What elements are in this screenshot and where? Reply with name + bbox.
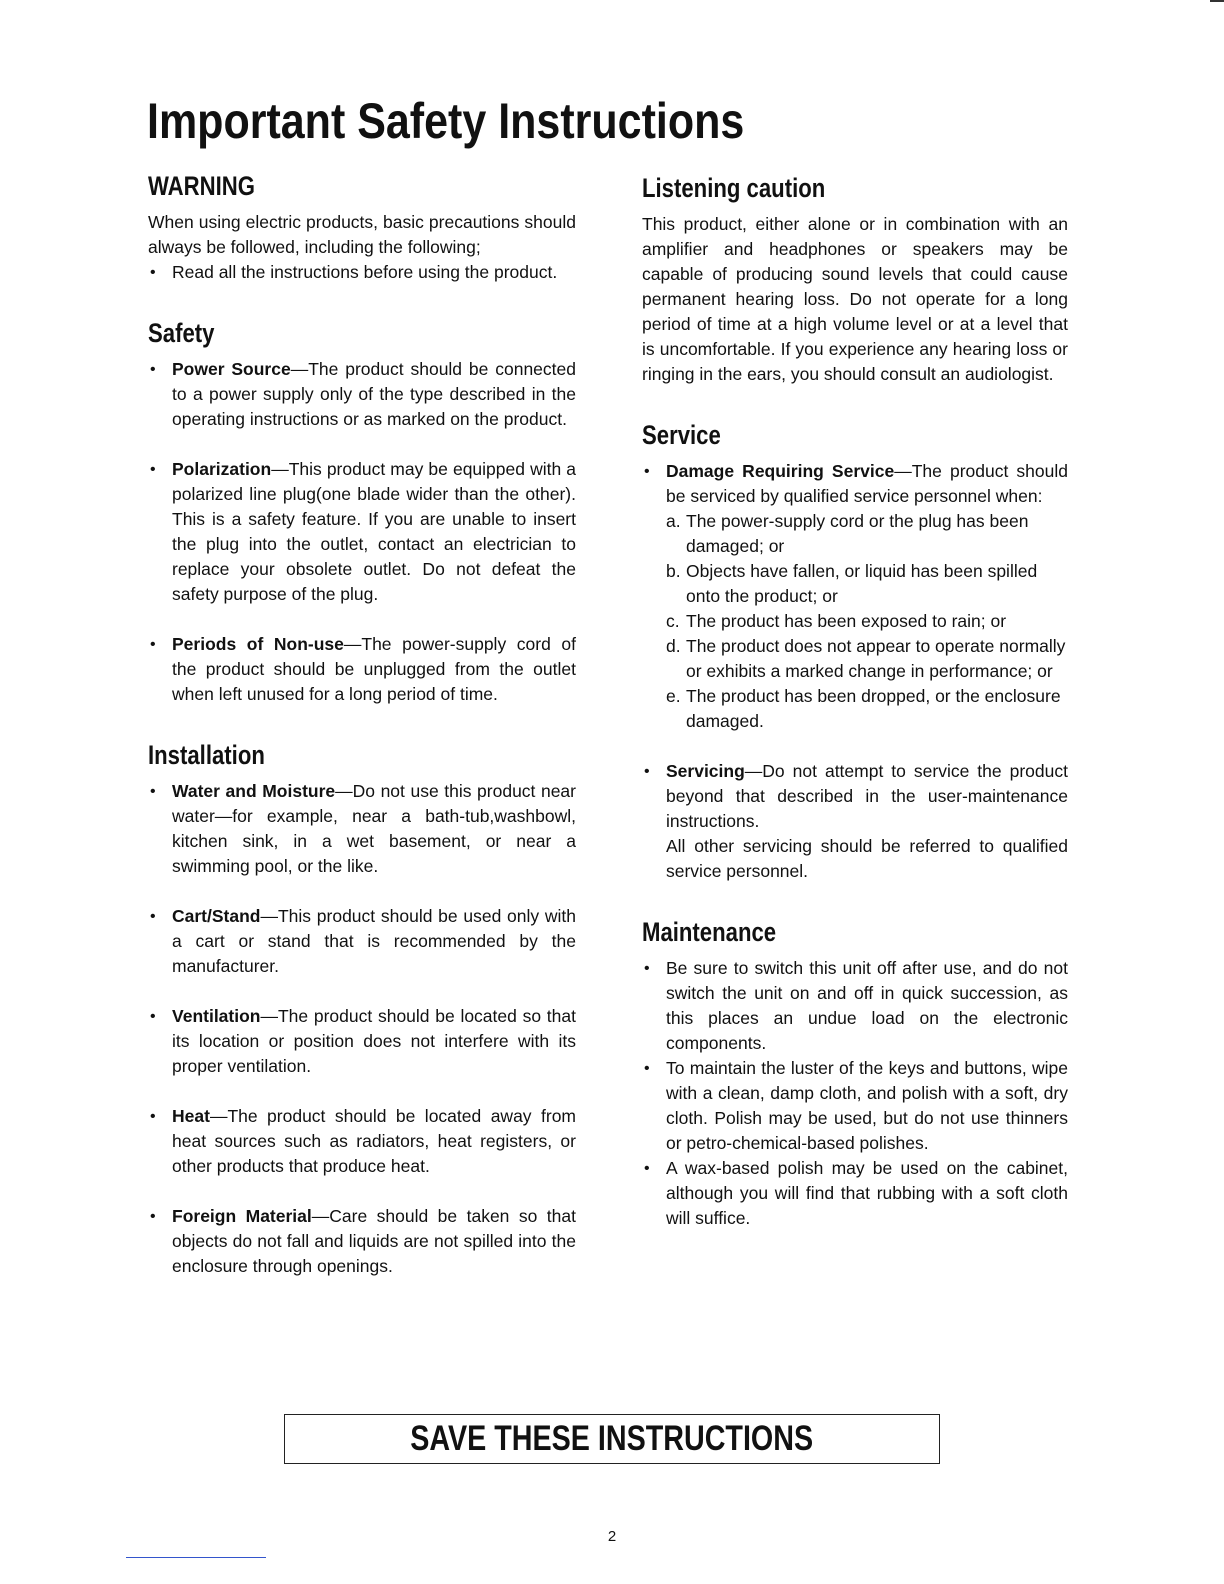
corner-mark bbox=[1210, 0, 1224, 2]
list-item: • A wax-based polish may be used on the cabinet, although you will find that rubbing with a soft cloth will suffice. bbox=[642, 1156, 1068, 1231]
warning-heading: WARNING bbox=[148, 171, 256, 201]
safety-list bbox=[148, 357, 576, 707]
maintenance-list bbox=[642, 956, 1068, 1231]
item-term: Servicing bbox=[666, 761, 745, 781]
list-item bbox=[148, 779, 576, 879]
list-item bbox=[148, 1104, 576, 1179]
item-term: Foreign Material bbox=[172, 1206, 312, 1226]
sub-text: The product has been dropped, or the enclosure damaged. bbox=[686, 686, 1061, 731]
item-text: —The power-supply cord of the product should be unplugged from the outlet when left unused for a long period of time. bbox=[172, 634, 576, 704]
list-item bbox=[642, 459, 1068, 734]
safety-heading: Safety bbox=[148, 318, 215, 348]
sub-text: The product does not appear to operate normally or exhibits a marked change in performance; or bbox=[686, 636, 1066, 681]
item-text: —Care should be taken so that objects do not fall and liquids are not spilled into the enclosure through openings. bbox=[172, 1206, 576, 1276]
maintenance-section bbox=[642, 916, 1068, 1231]
list-item bbox=[148, 1204, 576, 1279]
item-text: —This product should be used only with a cart or stand that is recommended by the manufacturer. bbox=[172, 906, 576, 976]
listening-section bbox=[642, 172, 1068, 387]
item-term: Water and Moisture bbox=[172, 781, 336, 801]
maintenance-heading: Maintenance bbox=[642, 917, 777, 947]
list-item bbox=[148, 904, 576, 979]
sub-mark: c. bbox=[666, 611, 680, 631]
page-number: 2 bbox=[607, 1528, 617, 1545]
item-text: —The product should be connected to a power supply only of the type described in the operating instructions or as marked on the product. bbox=[172, 359, 576, 429]
footer-rule bbox=[126, 1557, 266, 1558]
left-column bbox=[148, 170, 576, 1311]
item-text: —The product should be located away from heat sources such as radiators, heat registers, or other products that produce heat. bbox=[172, 1106, 576, 1176]
sub-text: The product has been exposed to rain; or bbox=[686, 611, 1007, 631]
item-text: —Do not attempt to service the product beyond that described in the user-maintenance instructions. bbox=[666, 761, 1068, 831]
item-term: Damage Requiring Service bbox=[666, 461, 895, 481]
item-term: Heat bbox=[172, 1106, 210, 1126]
list-item bbox=[148, 357, 576, 432]
sub-mark: d. bbox=[666, 636, 681, 656]
service-section bbox=[642, 419, 1068, 884]
service-list bbox=[642, 459, 1068, 884]
service-heading: Service bbox=[642, 420, 721, 450]
servicing-extra: All other servicing should be referred to qualified service personnel. bbox=[666, 836, 1068, 881]
right-column bbox=[642, 172, 1068, 1263]
warning-section bbox=[148, 170, 576, 285]
page-title: Important Safety Instructions bbox=[147, 93, 745, 149]
list-item: • Be sure to switch this unit off after use, and do not switch the unit on and off in quick succession, as this places an undue load on the electronic components. bbox=[642, 956, 1068, 1056]
sub-mark: e. bbox=[666, 686, 681, 706]
sub-item bbox=[666, 509, 1068, 559]
item-text: —This product may be equipped with a polarized line plug(one blade wider than the other). This is a safety feature. If you are unable to insert the plug into the outlet, contact an electrician to replace your obsolete outlet. Do not defeat the safety purpose of the plug. bbox=[172, 459, 576, 604]
save-instructions-text: SAVE THESE INSTRUCTIONS bbox=[410, 1419, 814, 1458]
sub-mark: a. bbox=[666, 511, 681, 531]
damage-sublist bbox=[666, 509, 1068, 734]
installation-list bbox=[148, 779, 576, 1279]
sub-item bbox=[666, 684, 1068, 734]
item-term: Cart/Stand bbox=[172, 906, 261, 926]
list-item bbox=[642, 759, 1068, 884]
item-term: Periods of Non-use bbox=[172, 634, 344, 654]
list-item: • To maintain the luster of the keys and buttons, wipe with a clean, damp cloth, and polish with a soft, dry cloth. Polish may be used, but do not use thinners or petro-chemical-based polishes. bbox=[642, 1056, 1068, 1156]
safety-section bbox=[148, 317, 576, 707]
listening-heading: Listening caution bbox=[642, 173, 826, 203]
installation-heading: Installation bbox=[148, 740, 265, 770]
sub-text: Objects have fallen, or liquid has been spilled onto the product; or bbox=[686, 561, 1038, 606]
installation-section bbox=[148, 739, 576, 1279]
sub-item bbox=[666, 559, 1068, 609]
sub-mark: b. bbox=[666, 561, 681, 581]
sub-text: The power-supply cord or the plug has been damaged; or bbox=[686, 511, 1029, 556]
list-item bbox=[148, 632, 576, 707]
list-item: • Read all the instructions before using the product. bbox=[148, 260, 576, 285]
warning-intro: When using electric products, basic precautions should always be followed, including the following; bbox=[148, 212, 576, 257]
sub-item bbox=[666, 609, 1068, 634]
sub-item bbox=[666, 634, 1068, 684]
item-term: Power Source bbox=[172, 359, 291, 379]
listening-text: This product, either alone or in combination with an amplifier and headphones or speakers may be capable of producing sound levels that could cause permanent hearing loss. Do not operate for a long period of time at a high volume level or at a level that is uncomfortable. If you experience any hearing loss or ringing in the ears, you should consult an audiologist. bbox=[642, 214, 1068, 384]
warning-list bbox=[148, 260, 576, 285]
item-text: —Do not use this product near water—for example, near a bath-tub,washbowl, kitchen sink, in a wet basement, or near a swimming pool, or the like. bbox=[172, 781, 576, 876]
item-text: —The product should be located so that its location or position does not interfere with its proper ventilation. bbox=[172, 1006, 576, 1076]
item-text: —The product should be serviced by qualified service personnel when: bbox=[666, 461, 1068, 506]
item-term: Ventilation bbox=[172, 1006, 261, 1026]
list-item bbox=[148, 1004, 576, 1079]
item-term: Polarization bbox=[172, 459, 272, 479]
save-instructions-box bbox=[284, 1414, 940, 1464]
list-item bbox=[148, 457, 576, 607]
